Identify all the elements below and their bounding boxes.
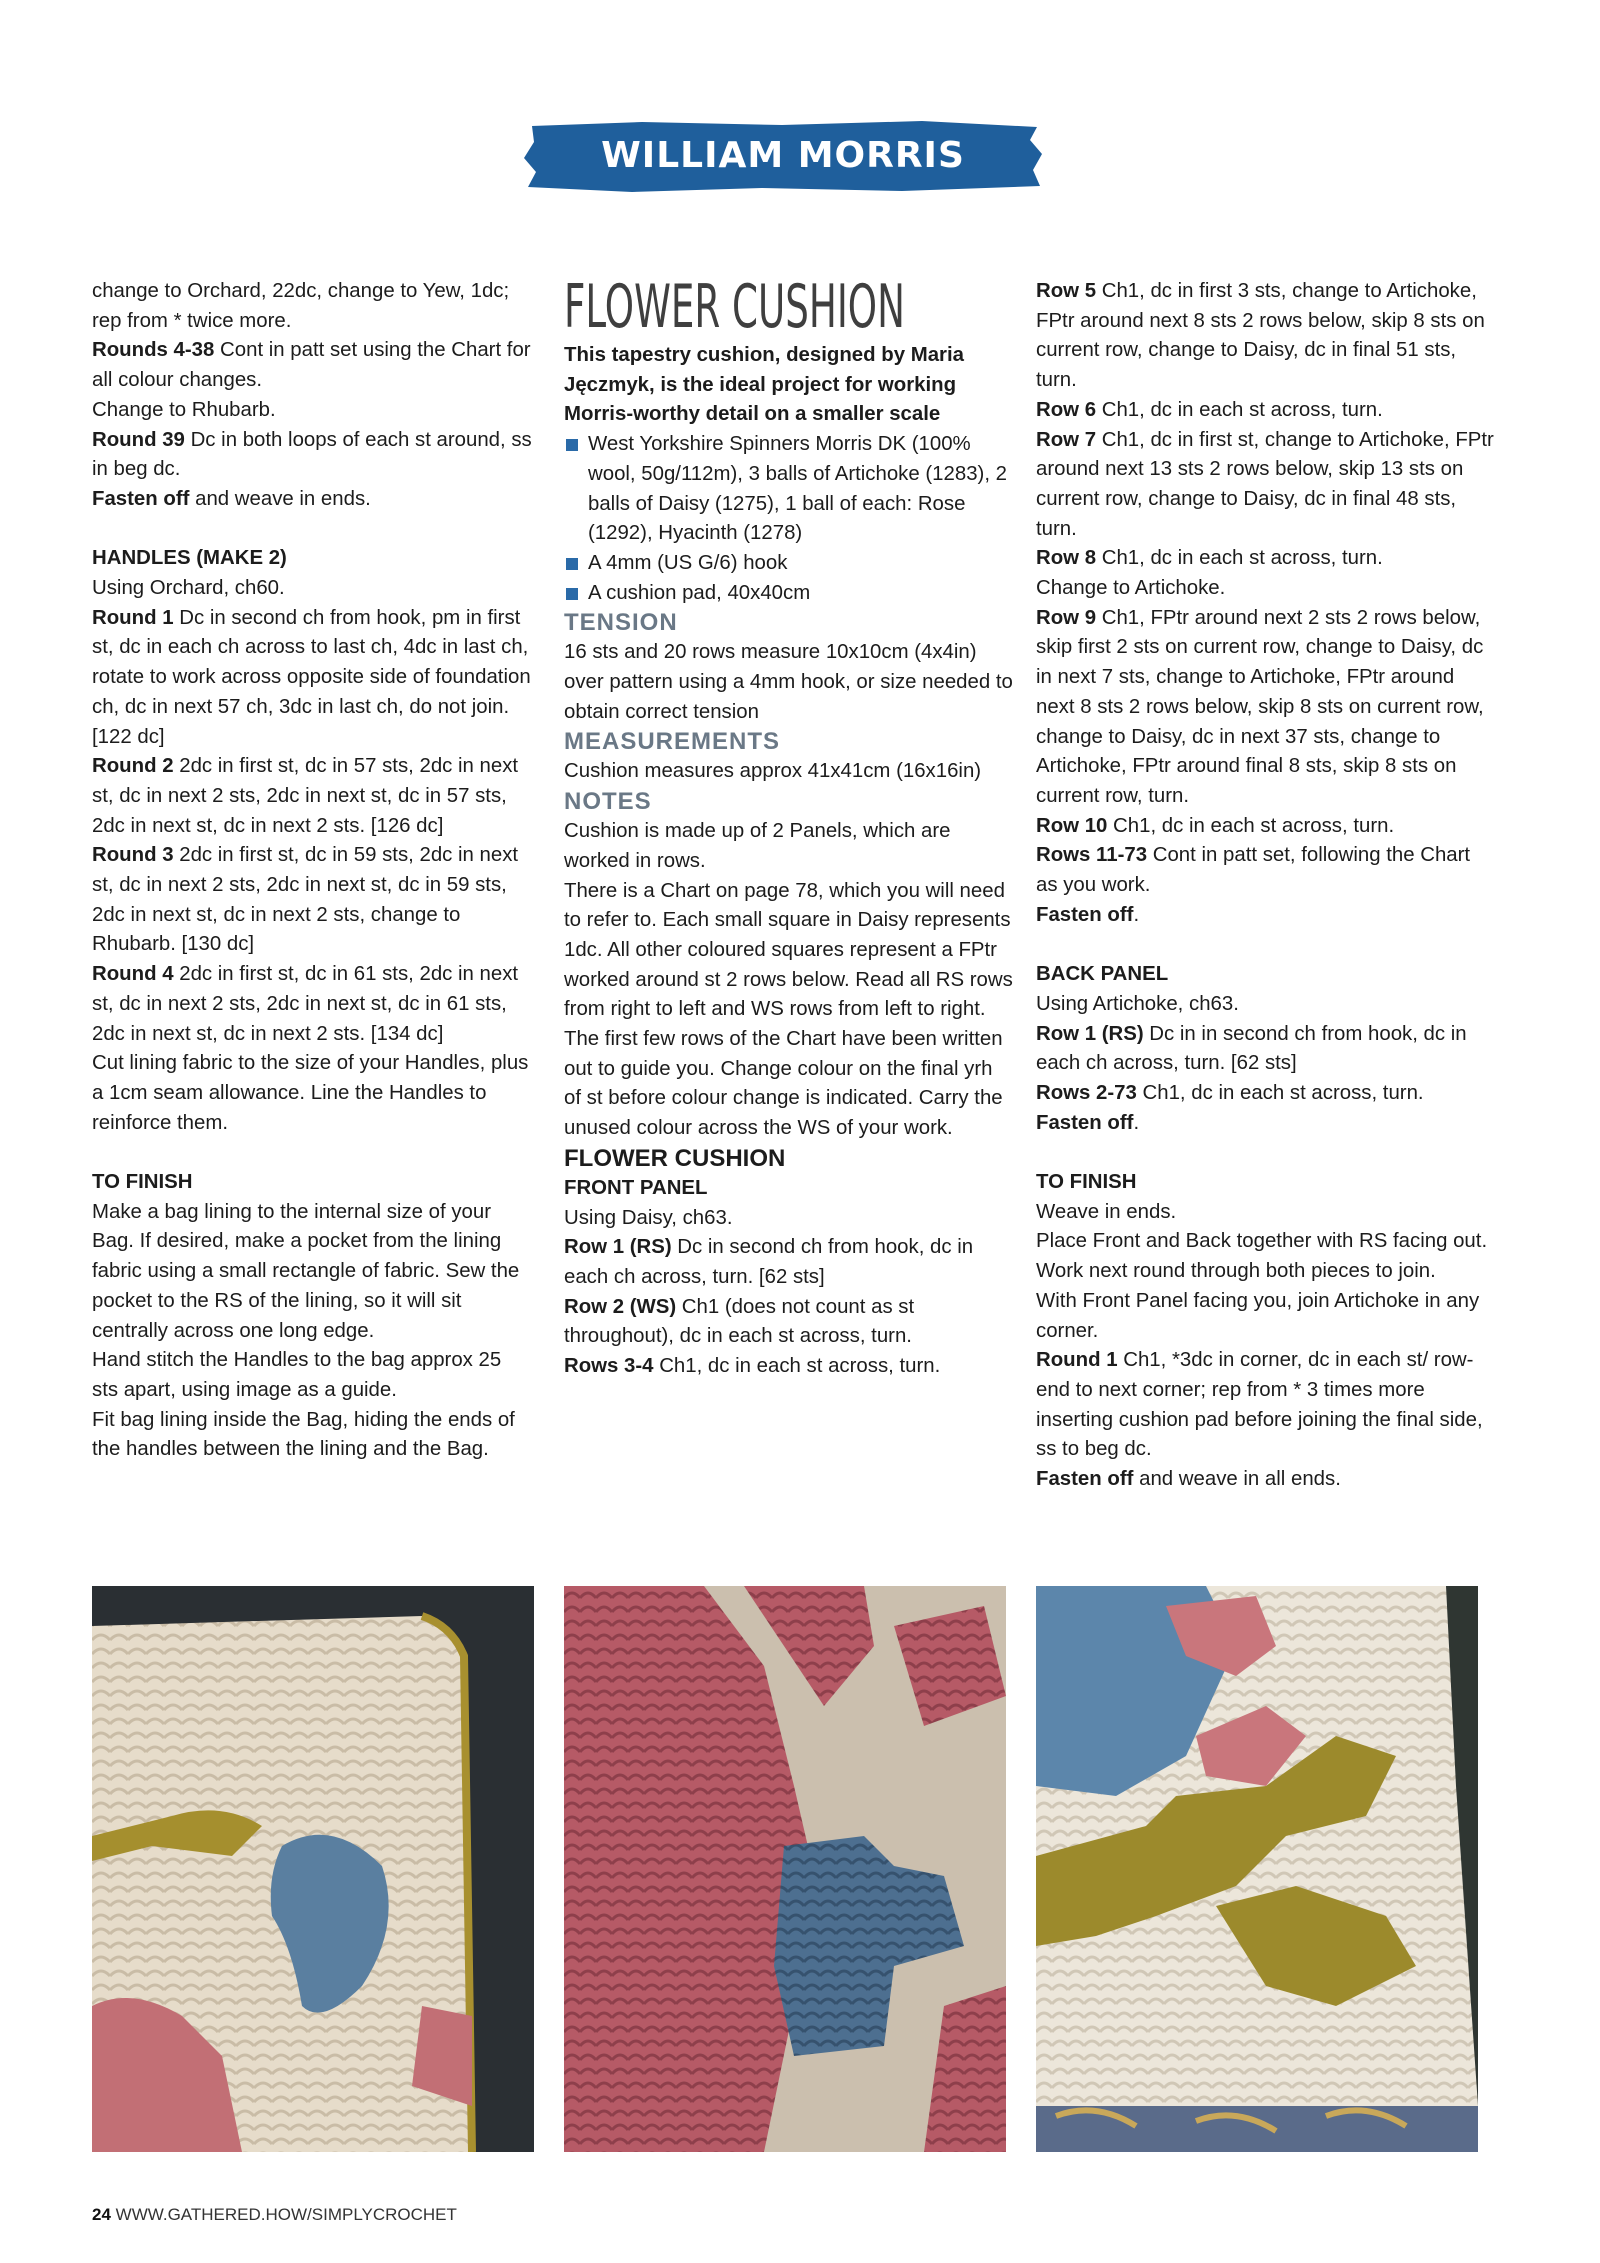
paragraph: Cushion is made up of 2 Panels, which are worked in rows. [564, 820, 951, 872]
paragraph: Row 2 (WS) Ch1 (does not count as st throughout), dc in each st across, turn. [564, 1295, 915, 1348]
paragraph: Round 2 2dc in first st, dc in 57 sts, 2dc in next st, dc in next 2 sts, 2dc in next st, dc in 57 sts, 2dc in next st, dc in next 2 sts. [126 dc] [92, 755, 519, 837]
cushion-photo-corner [92, 1586, 534, 2152]
page-number: 24 [92, 2205, 111, 2224]
to-finish-heading: TO FINISH [1036, 1171, 1137, 1194]
paragraph: Fasten off and weave in all ends. [1036, 1468, 1341, 1491]
paragraph: change to Orchard, 22dc, change to Yew, 1dc; rep from * twice more. [92, 280, 510, 332]
back-panel-heading: BACK PANEL [1036, 963, 1169, 986]
paragraph: Using Orchard, ch60. [92, 577, 285, 600]
notes-heading: NOTES [564, 788, 652, 816]
paragraph: There is a Chart on page 78, which you will need to refer to. Each small square in Daisy represents 1dc. All other coloured squares represent a FPtr worked around st 2 rows below. Read all RS rows from right to left and WS rows from left to right. The first few rows of the Chart have been written out to guide you. Change colour on the final yrh of st before colour change is indicated. Carry the unused colour across the WS of your work. [564, 879, 1013, 1140]
bullet-square-icon [566, 558, 578, 570]
paragraph: With Front Panel facing you, join Artichoke in any corner. [1036, 1289, 1480, 1342]
paragraph: Rows 11-73 Cont in patt set, following the Chart as you work. [1036, 844, 1471, 897]
tension-heading: TENSION [564, 609, 678, 637]
paragraph: Row 9 Ch1, FPtr around next 2 sts 2 rows below, skip first 2 sts on current row, change to Daisy, dc in next 7 sts, change to Artichoke, FPtr around next 8 sts 2 rows below, skip 8 sts on current row, change to Daisy, dc in next 37 sts, change to Artichoke, FPtr around final 8 sts, skip 8 sts on current row, turn. [1036, 606, 1484, 807]
materials-bullet: West Yorkshire Spinners Morris DK (100% wool, 50g/112m), 3 balls of Artichoke (1283), 2 balls of Daisy (1275), 1 ball of each: Rose (1292), Hyacinth (1278) [564, 430, 1014, 549]
paragraph: Row 6 Ch1, dc in each st across, turn. [1036, 398, 1383, 421]
section-banner [522, 118, 1044, 252]
paragraph: Using Daisy, ch63. [564, 1206, 733, 1229]
cushion-photo-flower [1036, 1586, 1478, 2152]
paragraph: Change to Artichoke. [1036, 577, 1226, 600]
column-3 [1036, 277, 1496, 1495]
paragraph: Make a bag lining to the internal size of your Bag. If desired, make a pocket from the lining fabric using a small rectangle of fabric. Sew the pocket to the RS of the lining, so it will sit centrally across one long edge. [92, 1200, 520, 1342]
paragraph: Cushion measures approx 41x41cm (16x16in) [564, 760, 982, 783]
intro-text: This tapestry cushion, designed by Maria Jęczmyk, is the ideal project for working Morris-worthy detail on a smaller scale [564, 344, 964, 426]
paragraph: Round 3 2dc in first st, dc in 59 sts, 2dc in next st, dc in next 2 sts, 2dc in next st, dc in 59 sts, 2dc in next st, dc in next 2 sts, change to Rhubarb. [130 dc] [92, 844, 519, 956]
handles-heading: HANDLES (MAKE 2) [92, 547, 287, 570]
paragraph: Hand stitch the Handles to the bag approx 25 sts apart, using image as a guide. [92, 1349, 502, 1401]
bullet-square-icon [566, 439, 578, 451]
column-2 [564, 272, 1014, 1382]
paragraph: Row 5 Ch1, dc in first 3 sts, change to Artichoke, FPtr around next 8 sts 2 rows below, skip 8 sts on current row, change to Daisy, dc in final 51 sts, turn. [1036, 280, 1485, 392]
paragraph: Rows 2-73 Ch1, dc in each st across, turn. [1036, 1081, 1424, 1104]
to-finish-heading: TO FINISH [92, 1171, 193, 1194]
paragraph: Row 10 Ch1, dc in each st across, turn. [1036, 814, 1395, 837]
paragraph: Rows 3-4 Ch1, dc in each st across, turn. [564, 1355, 941, 1378]
paragraph: Row 8 Ch1, dc in each st across, turn. [1036, 547, 1383, 570]
measurements-heading: MEASUREMENTS [564, 728, 781, 756]
page-footer [92, 2205, 457, 2225]
paragraph: Weave in ends. [1036, 1200, 1177, 1223]
paragraph: Row 1 (RS) Dc in second ch from hook, dc in each ch across, turn. [62 sts] [564, 1236, 974, 1288]
paragraph: Fasten off. [1036, 903, 1140, 926]
paragraph: Fasten off and weave in ends. [92, 487, 371, 510]
bullet-square-icon [566, 588, 578, 600]
paragraph: Rounds 4-38 Cont in patt set using the Chart for all colour changes. [92, 339, 531, 392]
paragraph: Using Artichoke, ch63. [1036, 992, 1239, 1015]
pattern-heading: FLOWER CUSHION [564, 1144, 786, 1172]
paragraph: Fasten off. [1036, 1111, 1140, 1134]
paragraph: 16 sts and 20 rows measure 10x10cm (4x4in) over pattern using a 4mm hook, or size needed to obtain correct tension [564, 641, 1013, 723]
paragraph: Cut lining fabric to the size of your Handles, plus a 1cm seam allowance. Line the Handles to reinforce them. [92, 1052, 529, 1134]
paragraph: Place Front and Back together with RS facing out. Work next round through both pieces to join. [1036, 1230, 1488, 1283]
paragraph: Round 1 Dc in second ch from hook, pm in first st, dc in each ch across to last ch, 4dc in last ch, rotate to work across opposite side of foundation ch, dc in next 57 ch, 3dc in last ch, do not join. [122 dc] [92, 606, 531, 748]
column-1 [92, 277, 532, 1465]
materials-bullet: A 4mm (US G/6) hook [564, 549, 1014, 579]
front-panel-heading: FRONT PANEL [564, 1176, 708, 1199]
cushion-photo-detail [564, 1586, 1006, 2152]
materials-bullet: A cushion pad, 40x40cm [564, 579, 1014, 609]
paragraph: Change to Rhubarb. [92, 398, 276, 421]
paragraph: Fit bag lining inside the Bag, hiding the ends of the handles between the lining and the Bag. [92, 1408, 515, 1461]
article-title: FLOWER CUSHION [564, 272, 905, 342]
paragraph: Row 7 Ch1, dc in first st, change to Artichoke, FPtr around next 13 sts 2 rows below, skip 13 sts on current row, change to Daisy, dc in final 48 sts, turn. [1036, 428, 1494, 540]
paragraph: Round 39 Dc in both loops of each st around, ss in beg dc. [92, 428, 532, 481]
paragraph: Row 1 (RS) Dc in in second ch from hook, dc in each ch across, turn. [62 sts] [1036, 1022, 1467, 1075]
paragraph: Round 4 2dc in first st, dc in 61 sts, 2dc in next st, dc in next 2 sts, 2dc in next st, dc in 61 sts, 2dc in next st, dc in next 2 sts. [134 dc] [92, 963, 519, 1045]
section-label: WILLIAM MORRIS COLLECTION [601, 135, 965, 252]
footer-url: WWW.GATHERED.HOW/SIMPLYCROCHET [115, 2205, 457, 2224]
paragraph: Round 1 Ch1, *3dc in corner, dc in each st/ row-end to next corner; rep from * 3 times more inserting cushion pad before joining the final side, ss to beg dc. [1036, 1349, 1483, 1461]
